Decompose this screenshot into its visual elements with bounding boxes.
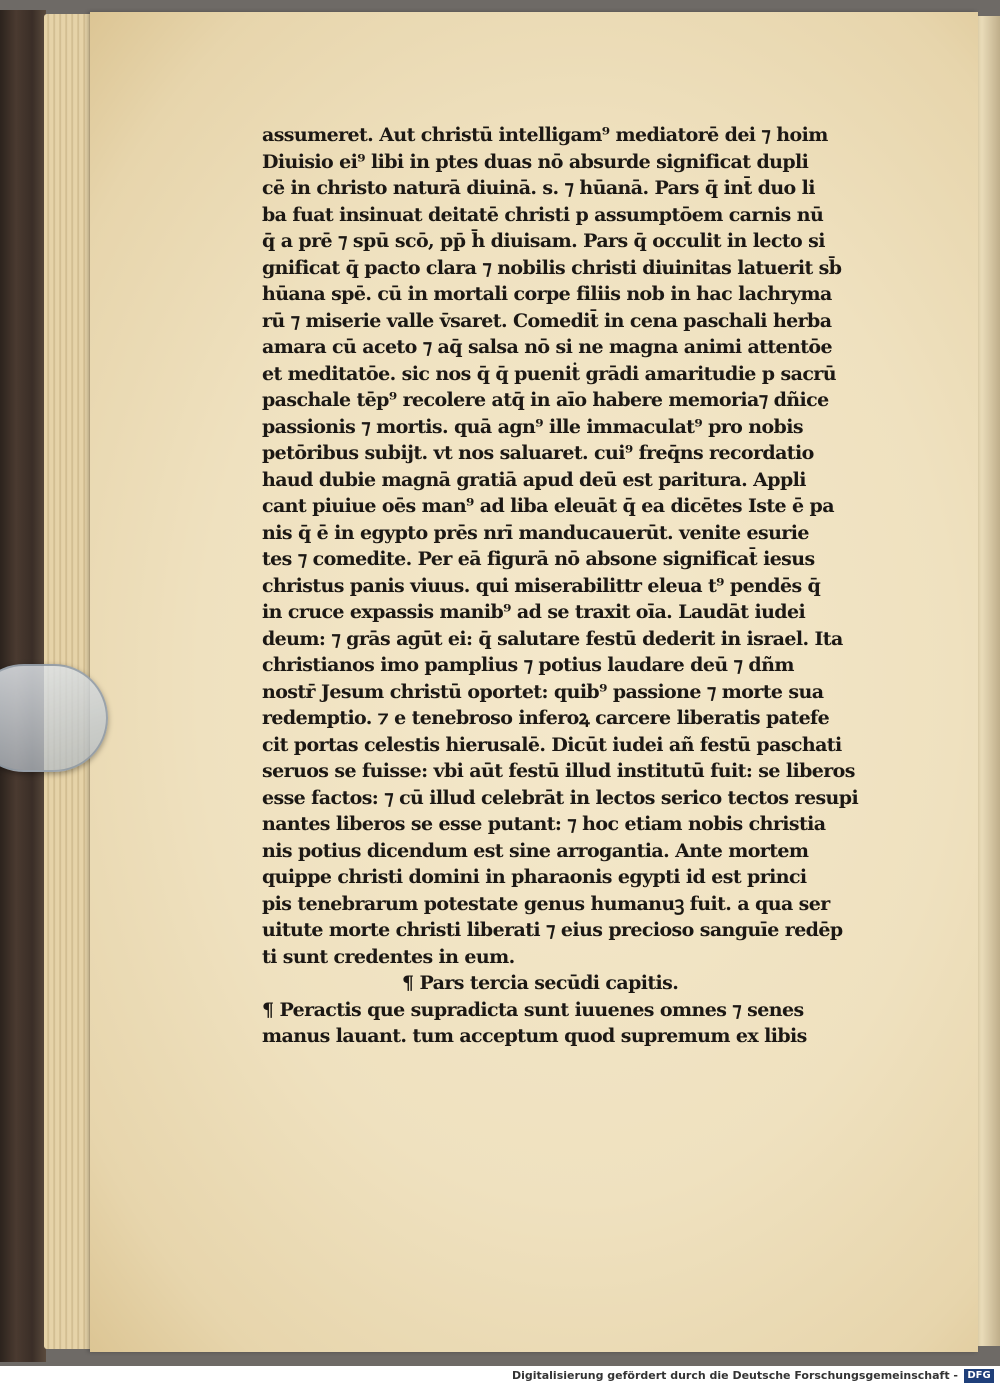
text-line: tes ⁊ comedite. Per eā figurā nō absone significat̄ iesus bbox=[262, 548, 815, 570]
text-line: paschale tēp⁹ recolere atq̄ in aīo habere memoria⁊ dñice bbox=[262, 389, 829, 411]
text-line: petōribus subijt. vt nos saluaret. cui⁹ freq̄ns recordatio bbox=[262, 442, 814, 464]
text-line: et meditatōe. sic nos q̄ q̄ pueniṫ grādi amaritudie p sacrū bbox=[262, 362, 836, 385]
page-holder-clip bbox=[0, 664, 108, 772]
digitization-footer bbox=[0, 1366, 1000, 1387]
text-line: nostr̄ Jesum christū oportet: quib⁹ passione ⁊ morte sua bbox=[262, 680, 824, 703]
text-line: cē in christo naturā diuinā. s. ⁊ hūanā. Pars q̄ int̄ duo li bbox=[262, 177, 815, 199]
text-line: ba fuat insinuat deitatē christi p assumptōem carnis nū bbox=[262, 203, 824, 226]
footer-credit: Digitalisierung gefördert durch die Deutsche Forschungsgemeinschaft - bbox=[511, 1369, 958, 1382]
text-line: cant piuiue oēs man⁹ ad liba eleuāt q̄ ea dicētes Iste ē pa bbox=[262, 495, 834, 517]
text-line: in cruce expassis manib⁹ ad se traxit oīa. Laudāt iudei bbox=[262, 601, 806, 623]
text-line: cit portas celestis hierusalē. Dicūt iudei añ festū paschati bbox=[262, 733, 842, 756]
text-line: hūana spē. cū in mortali corpe filiis nob in hac lachryma bbox=[262, 283, 832, 305]
text-line: seruos se fuisse: vbi aūt festū illud institutū fuit: se liberos bbox=[262, 760, 855, 782]
text-line: amara cū aceto ⁊ aq̄ salsa nō si ne magna animi attentōe bbox=[262, 336, 832, 358]
text-line: nis potius dicendum est sine arrogantia. Ante mortem bbox=[262, 839, 809, 862]
text-line: assumeret. Aut christū intelligam⁹ mediatorē dei ⁊ hoim bbox=[262, 124, 828, 146]
text-block bbox=[262, 122, 887, 1050]
text-line: rū ⁊ miserie valle v̄saret. Comedit̄ in cena paschali herba bbox=[262, 309, 832, 332]
text-line: quippe christi domini in pharaonis egypti id est princi bbox=[262, 866, 807, 888]
text-line: pis tenebrarum potestate genus humanuꝫ fuit. a qua ser bbox=[262, 892, 830, 915]
text-line: deum: ⁊ grās agūt ei: q̄ salutare festū dederit in israel. Ita bbox=[262, 627, 843, 650]
text-line: ti sunt credentes in eum. bbox=[262, 945, 515, 968]
text-line: gnificat q̄ pacto clara ⁊ nobilis christi diuinitas latuerit sb̄ bbox=[262, 256, 842, 279]
text-line: redemptio. ⁊ e tenebroso inferoꝝ carcere liberatis patefe bbox=[262, 707, 830, 729]
text-line: nis q̄ ē in egypto prēs nrī manducauerūt. venite esurie bbox=[262, 521, 809, 544]
dfg-logo: DFG bbox=[964, 1369, 994, 1383]
text-line: christianos imo pamplius ⁊ potius laudare deū ⁊ dñm bbox=[262, 654, 794, 676]
text-line: Diuisio ei⁹ libi in ptes duas nō absurde significat dupli bbox=[262, 150, 809, 173]
text-line: nantes liberos se esse putant: ⁊ hoc etiam nobis christia bbox=[262, 813, 826, 835]
text-line: passionis ⁊ mortis. quā agn⁹ ille immaculat⁹ pro nobis bbox=[262, 415, 803, 438]
section-heading: ¶ Pars tercia secūdi capitis. bbox=[402, 972, 679, 994]
text-line: esse factos: ⁊ cū illud celebrāt in lectos serico tectos resupi bbox=[262, 786, 859, 809]
text-line: christus panis viuus. qui miserabilittr eleua t⁹ pendēs q̄ bbox=[262, 574, 821, 597]
text-line: q̄ a prē ⁊ spū scō, pp̄ h̄ diuisam. Pars q̄ occulit in lecto si bbox=[262, 230, 825, 252]
text-line: ¶ Peractis que supradicta sunt iuuenes omnes ⁊ senes bbox=[262, 998, 804, 1021]
text-line: manus lauant. tum acceptum quod supremum ex libis bbox=[262, 1025, 807, 1047]
text-line: haud dubie magnā gratiā apud deū est paritura. Appli bbox=[262, 468, 806, 491]
text-line: uitute morte christi liberati ⁊ eius precioso sanguīe redēp bbox=[262, 919, 843, 941]
